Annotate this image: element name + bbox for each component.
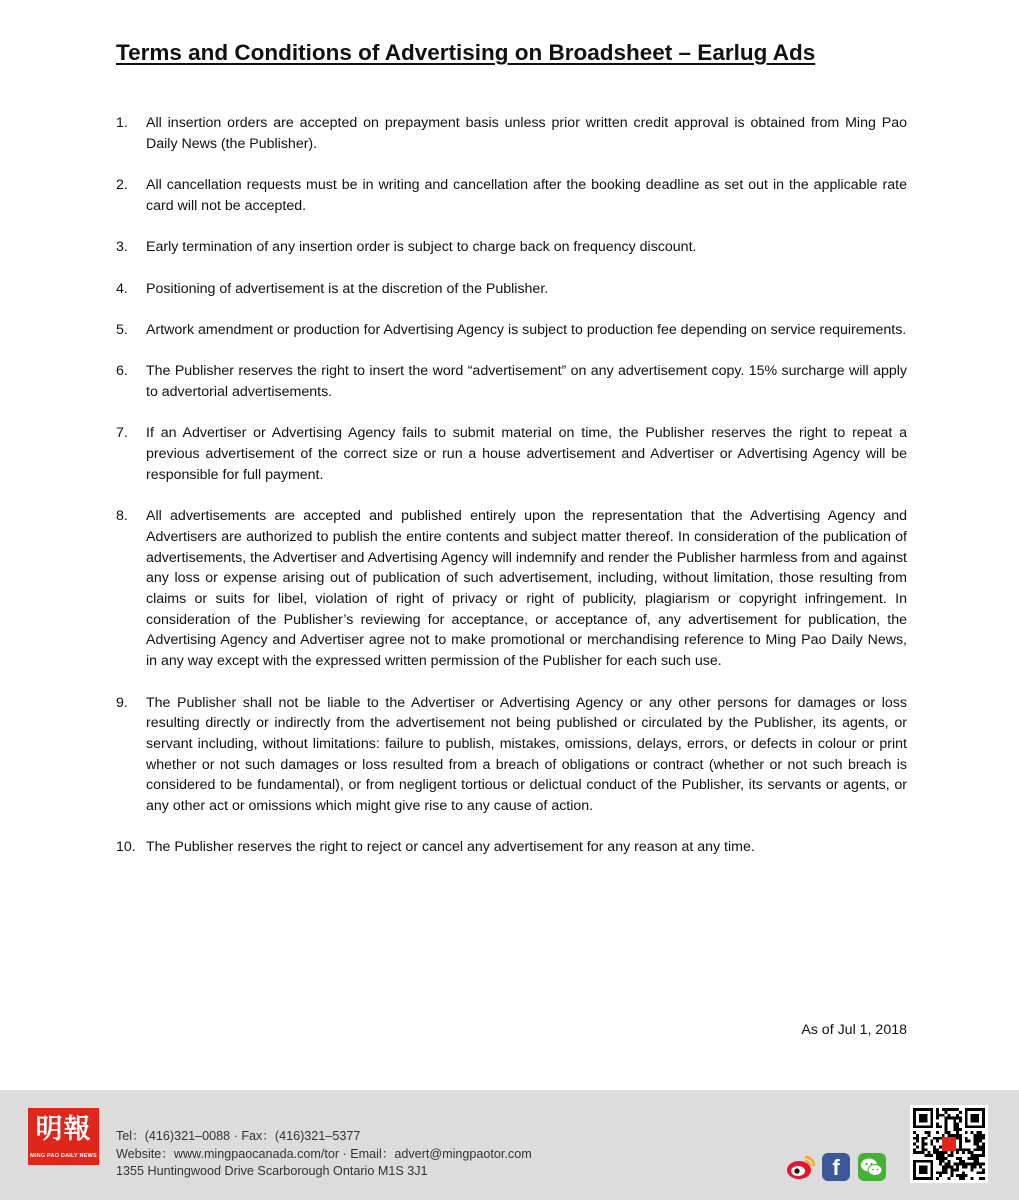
footer (0, 1090, 1019, 1200)
contact-website-email[interactable]: Website：www.mingpaocanada.com/tor · Email：advert@mingpaotor.com (116, 1146, 532, 1161)
term-item (116, 361, 907, 402)
term-number: 5. (116, 321, 128, 338)
term-text: All cancellation requests must be in writing and cancellation after the booking deadline as set out in the applicable rate card will not be accepted. (146, 177, 907, 214)
term-text: All advertisements are accepted and published entirely upon the representation that the Advertising Agency and Advertisers are authorized to publish the entire contents and subject matter thereof. In consideration of the publication of advertisements, the Advertiser and Advertising Agency will indemnify and render the Publisher harmless from and against any loss or expense arising out of publication of such advertisement, including, without limitation, those resulting from claims or suits for libel, violation of right of privacy or right of publicity, plagiarism or copyright infringement. In consideration of the Publisher’s reviewing for acceptance, or acceptance of, any advertisement for publication, the Advertising Agency and Advertiser agree not to make promotional or merchandising reference to Ming Pao Daily News, in any way except with the expressed written permission of the Publisher for each such use. (146, 508, 908, 670)
term-number: 6. (116, 363, 128, 380)
term-text: All insertion orders are accepted on prepayment basis unless prior written credit approval is obtained from Ming Pao Daily News (the Publisher). (146, 115, 907, 152)
term-text: The Publisher reserves the right to reject or cancel any advertisement for any reason at any time. (146, 839, 755, 856)
term-text: Artwork amendment or production for Advertising Agency is subject to production fee depending on service requirements. (146, 321, 907, 338)
term-text: The Publisher reserves the right to insert the word “advertisement” on any advertisement copy. 15% surcharge will apply to advertorial advertisements. (146, 363, 907, 401)
term-item (116, 506, 907, 672)
logo-mark: 明報 (35, 1114, 92, 1145)
term-number: 2. (116, 177, 128, 194)
term-item (116, 113, 907, 154)
term-text: The Publisher shall not be liable to the Advertiser or Advertising Agency or any other persons for damages or loss resulting directly or indirectly from the advertisement not being published or circulated by the Publisher, its agents, or servant including, without limitations: failure to publish, mistakes, omissions, delays, errors, or defects in colour or print whether or not such damages or loss resulted from a breach of obligations or contract (whether or not such breach is considered to be fundamental), or from negligent tortious or delictual conduct of the Publisher, its servants or agents, or any other act or omissions which might give rise to any cause of action. (146, 694, 907, 815)
term-text: If an Advertiser or Advertising Agency fails to submit material on time, the Publisher reserves the right to repeat a previous advertisement of the correct size or run a house advertisement and Advertiser or Advertising Agency will be responsible for full payment. (146, 425, 907, 483)
logo-subtitle: MING PAO DAILY NEWS (30, 1153, 97, 1159)
social-icons (786, 1152, 886, 1182)
term-text: Early termination of any insertion order is subject to charge back on frequency discount. (146, 239, 697, 256)
term-item (116, 693, 907, 817)
term-number: 7. (116, 425, 128, 442)
term-number: 9. (116, 694, 128, 711)
terms-list (116, 113, 907, 879)
term-number: 4. (116, 280, 128, 297)
term-item (116, 423, 907, 485)
contact-address: 1355 Huntingwood Drive Scarborough Ontario M1S 3J1 (116, 1164, 428, 1178)
wechat-icon[interactable] (858, 1153, 886, 1181)
term-item (116, 237, 907, 258)
term-item (116, 837, 907, 858)
term-item (116, 175, 907, 216)
contact-phone-fax: Tel：(416)321–0088 · Fax：(416)321–5377 (116, 1129, 361, 1143)
contact-info (116, 1128, 532, 1181)
term-item (116, 279, 907, 300)
weibo-icon[interactable] (786, 1153, 814, 1181)
term-item (116, 320, 907, 341)
term-text: Positioning of advertisement is at the discretion of the Publisher. (146, 280, 549, 297)
term-number: 8. (116, 508, 128, 525)
term-number: 1. (116, 115, 128, 131)
qr-code (910, 1105, 988, 1183)
term-number: 3. (116, 239, 128, 256)
as-of-date: As of Jul 1, 2018 (801, 1022, 907, 1038)
ming-pao-logo (28, 1108, 99, 1165)
facebook-icon[interactable]: f (822, 1153, 850, 1181)
document-title: Terms and Conditions of Advertising on Broadsheet – Earlug Ads (116, 40, 816, 65)
term-number: 10. (116, 839, 136, 856)
